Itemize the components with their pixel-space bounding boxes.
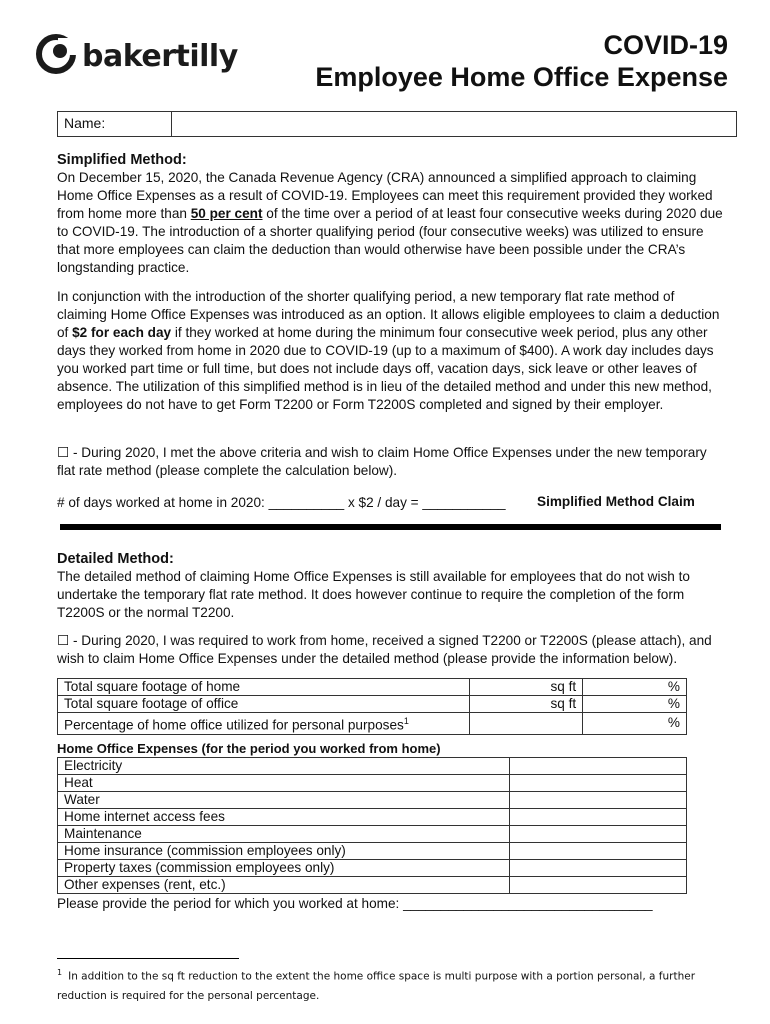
detailed-paragraph: The detailed method of claiming Home Office Expenses is still available for employees that do not wish to undertake the temporary flat rate method. It does however continue to require the completion of the form T2200S or the normal T2200. (57, 569, 690, 620)
table-row (58, 775, 687, 792)
area-label: Total square footage of office (58, 696, 470, 713)
simplified-claim-label: Simplified Method Claim (537, 494, 695, 509)
name-input[interactable] (172, 112, 736, 136)
table-row (58, 713, 687, 735)
simplified-paragraph-2 (57, 288, 725, 414)
area-sqft-input[interactable]: sq ft (470, 679, 583, 696)
expense-amount-input[interactable] (510, 843, 687, 860)
expense-amount-input[interactable] (510, 775, 687, 792)
expense-amount-input[interactable] (510, 860, 687, 877)
expense-amount-input[interactable] (510, 877, 687, 894)
table-row (58, 792, 687, 809)
simplified-heading: Simplified Method: (57, 152, 187, 168)
expense-label: Property taxes (commission employees only) (58, 860, 510, 877)
simplified-checkbox-option[interactable]: ☐ - During 2020, I met the above criteria and wish to claim Home Office Expenses under the new temporary flat rate method (please complete the calculation below). (57, 445, 707, 478)
table-row (58, 809, 687, 826)
simplified-p2-text-b: if they worked at home during the minimum four consecutive week period, plus any other days they worked from home in 2020 due to COVID-19 (up to a maximum of $400). A work day includes days you worked part time or full time, but does not include days off, vacation days, sick leave or other leaves of absence. The utilization of this simplified method is in lieu of the detailed method and under this new method, employees do not have to get Form T2200 or Form T2200S completed and signed by their employer. (57, 325, 714, 412)
expense-amount-input[interactable] (510, 809, 687, 826)
area-pct-input[interactable]: % (583, 679, 687, 696)
simplified-p1-text-b: of the time over a period of at least four consecutive weeks during 2020 due to COVID-19. The introduction of a shorter qualifying period (four consecutive weeks) was utilized to ensure that more employees can claim the deduction than would otherwise have been possible under the CRA’s longstanding practice. (57, 206, 723, 275)
table-row (58, 860, 687, 877)
footnote-divider (57, 958, 239, 959)
simplified-calculation[interactable]: # of days worked at home in 2020: __________ x $2 / day = ___________ (57, 495, 506, 510)
table-row (58, 877, 687, 894)
work-period-field[interactable]: Please provide the period for which you worked at home: _________________________________ (57, 896, 653, 911)
brand-name: bakertilly (82, 38, 238, 74)
table-row (58, 826, 687, 843)
expense-label: Electricity (58, 758, 510, 775)
expense-label: Maintenance (58, 826, 510, 843)
detailed-heading: Detailed Method: (57, 551, 174, 567)
footnote-ref: 1 (403, 716, 409, 726)
expenses-heading: Home Office Expenses (for the period you worked from home) (57, 741, 441, 756)
page-title-line1: COVID-19 (603, 30, 728, 60)
area-table (57, 678, 687, 735)
name-field (57, 111, 737, 137)
expense-amount-input[interactable] (510, 826, 687, 843)
simplified-p1-text-a: On December 15, 2020, the Canada Revenue Agency (CRA) announced a simplified approach to claiming Home Office Expenses as a result of COVID-19. Employees can meet this requirement provided they worked from home more than (57, 170, 713, 221)
page-title-line2: Employee Home Office Expense (315, 62, 728, 92)
expense-label: Home insurance (commission employees only) (58, 843, 510, 860)
table-row (58, 843, 687, 860)
simplified-p2-emphasis: $2 for each day (72, 325, 172, 340)
table-row (58, 696, 687, 713)
expense-label: Home internet access fees (58, 809, 510, 826)
expense-amount-input[interactable] (510, 758, 687, 775)
area-sqft-input[interactable] (470, 713, 583, 735)
table-row (58, 679, 687, 696)
simplified-paragraph-1 (57, 169, 725, 277)
footnote (57, 963, 737, 1006)
brand-logo (36, 28, 256, 84)
detailed-checkbox-option[interactable]: ☐ - During 2020, I was required to work from home, received a signed T2200 or T2200S (please attach), and wish to claim Home Office Expenses under the detailed method (please provide the information below). (57, 633, 712, 666)
expense-amount-input[interactable] (510, 792, 687, 809)
expense-label: Other expenses (rent, etc.) (58, 877, 510, 894)
area-pct-input[interactable]: % (583, 713, 687, 735)
simplified-p2-text-a: In conjunction with the introduction of the shorter qualifying period, a new temporary flat rate method of claiming Home Office Expenses was introduced as an option. It allows eligible employees to claim a deduction of (57, 289, 720, 340)
area-label-personal (58, 713, 470, 735)
simplified-p1-emphasis: 50 per cent (190, 206, 263, 221)
expense-label: Water (58, 792, 510, 809)
expenses-table (57, 757, 687, 894)
section-divider (60, 524, 721, 530)
bakertilly-logo-mark-icon (36, 34, 80, 78)
area-sqft-input[interactable]: sq ft (470, 696, 583, 713)
area-label: Total square footage of home (58, 679, 470, 696)
footnote-number: 1 (57, 968, 63, 977)
table-row (58, 758, 687, 775)
expense-label: Heat (58, 775, 510, 792)
name-label: Name: (58, 112, 172, 136)
footnote-text: In addition to the sq ft reduction to the extent the home office space is multi purpose with a portion personal, a further reduction is required for the personal percentage. (57, 970, 696, 1002)
area-label-text: Percentage of home office utilized for personal purposes (64, 717, 404, 733)
area-pct-input[interactable]: % (583, 696, 687, 713)
